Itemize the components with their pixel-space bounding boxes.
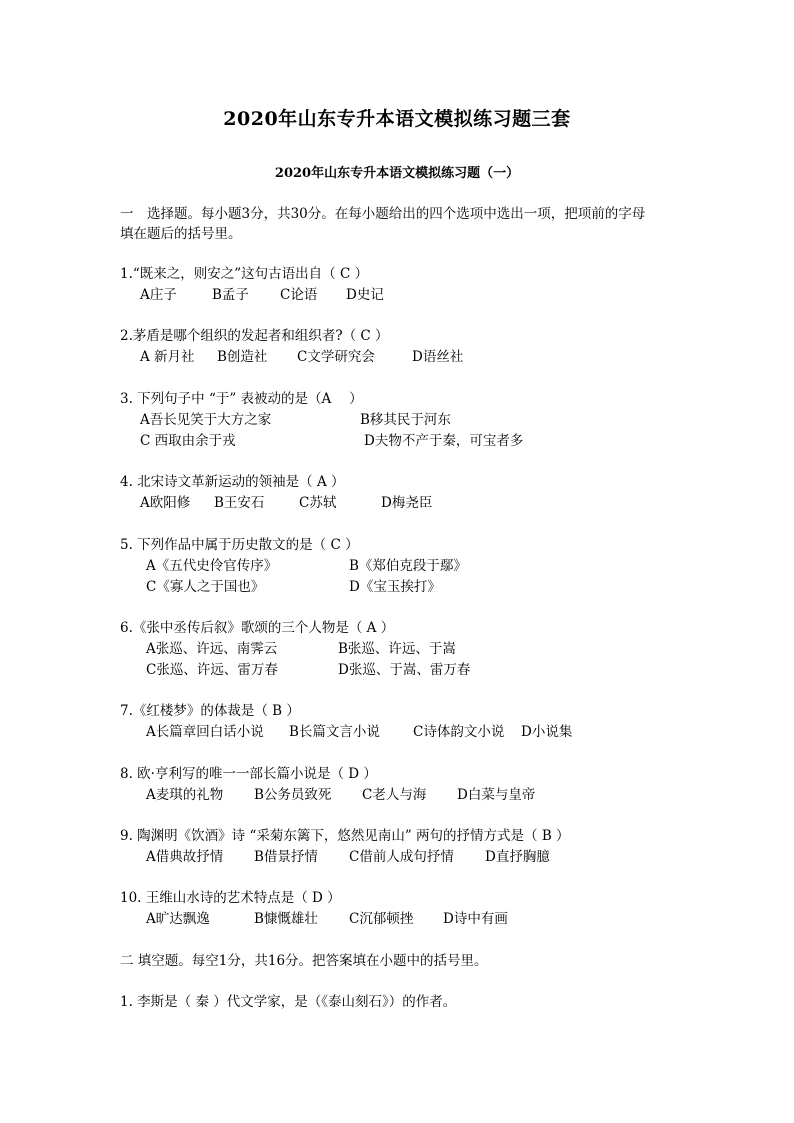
option-d: D诗中有画 — [443, 911, 508, 927]
option-b: B慷慨雄壮 — [254, 911, 318, 927]
option-b: B王安石 — [214, 495, 265, 511]
question-9: 9. 陶渊明《饮酒》诗 “采菊东篱下，悠然见南山” 两句的抒情方式是（ B ） — [120, 828, 570, 844]
option-b: B孟子 — [212, 287, 249, 303]
document-title: 2020年山东专升本语文模拟练习题三套 — [223, 108, 571, 130]
question-6: 6.《张中丞传后叙》歌颂的三个人物是（ A ） — [120, 620, 395, 636]
question-1: 1.“既来之，则安之”这句古语出自（ C ） — [120, 266, 369, 282]
question-5: 5. 下列作品中属于历史散文的是（ C ） — [120, 537, 359, 553]
option-a: A借典故抒情 — [146, 849, 224, 865]
question-10: 10. 王维山水诗的艺术特点是（ D ） — [120, 890, 341, 906]
option-d: D张巡、于嵩、雷万春 — [338, 662, 471, 678]
option-b: B长篇文言小说 — [289, 724, 380, 740]
option-d: D小说集 — [521, 724, 573, 740]
option-b: B借景抒情 — [254, 849, 318, 865]
option-c: C沉郁顿挫 — [349, 911, 414, 927]
option-d: D语丝社 — [412, 349, 464, 365]
option-d: D白菜与皇帝 — [457, 787, 536, 803]
option-a: A旷达飘逸 — [146, 911, 210, 927]
option-c: C张巡、许远、雷万春 — [146, 662, 278, 678]
option-b: B创造社 — [217, 349, 268, 365]
option-a: A长篇章回白话小说 — [146, 724, 264, 740]
option-b: B移其民于河东 — [360, 412, 451, 428]
option-a: A庄子 — [140, 287, 177, 303]
option-d: D《宝玉挨打》 — [349, 579, 441, 595]
section1-heading-line1: 一 选择题。每小题3分，共30分。在每小题给出的四个选项中选出一项，把项前的字母 — [120, 206, 646, 222]
option-b: B张巡、许远、于嵩 — [338, 641, 456, 657]
question-7: 7.《红楼梦》的体裁是（ B ） — [120, 703, 300, 719]
option-c: C《寡人之于国也》 — [146, 579, 265, 595]
option-d: D夫物不产于秦，可宝者多 — [364, 433, 524, 449]
section2-heading: 二 填空题。每空1分，共16分。把答案填在小题中的括号里。 — [120, 953, 488, 969]
option-d: D史记 — [346, 287, 384, 303]
option-c: C老人与海 — [362, 787, 427, 803]
option-a: A麦琪的礼物 — [146, 787, 224, 803]
option-b: B《郑伯克段于鄢》 — [349, 558, 467, 574]
fill-question-1: 1. 李斯是（ 秦 ）代文学家，是（《泰山刻石》）的作者。 — [120, 994, 457, 1010]
option-a: A《五代史伶官传序》 — [146, 558, 278, 574]
question-4: 4. 北宋诗文革新运动的领袖是（ A ） — [120, 474, 345, 490]
option-c: C苏轼 — [299, 495, 337, 511]
question-8: 8. 欧·亨利写的唯一一部长篇小说是（ D ） — [120, 766, 377, 782]
section1-heading-line2: 填在题后的括号里。 — [120, 226, 242, 242]
option-a: A 新月社 — [140, 349, 195, 365]
option-c: C诗体韵文小说 — [413, 724, 505, 740]
option-d: D梅尧臣 — [381, 495, 433, 511]
option-d: D直抒胸臆 — [485, 849, 550, 865]
option-c: C借前人成句抒情 — [349, 849, 454, 865]
document-subtitle: 2020年山东专升本语文模拟练习题（一） — [274, 166, 520, 181]
option-c: C论语 — [280, 287, 318, 303]
option-c: C 西取由余于戎 — [140, 433, 236, 449]
option-a: A欧阳修 — [140, 495, 191, 511]
option-a: A吾长见笑于大方之家 — [140, 412, 272, 428]
option-a: A张巡、许远、南霁云 — [146, 641, 278, 657]
option-b: B公务员致死 — [254, 787, 332, 803]
question-2: 2.茅盾是哪个组织的发起者和组织者?（ C ） — [120, 328, 389, 344]
question-3: 3. 下列句子中 “于” 表被动的是（A ） — [120, 391, 363, 407]
option-c: C文学研究会 — [297, 349, 375, 365]
